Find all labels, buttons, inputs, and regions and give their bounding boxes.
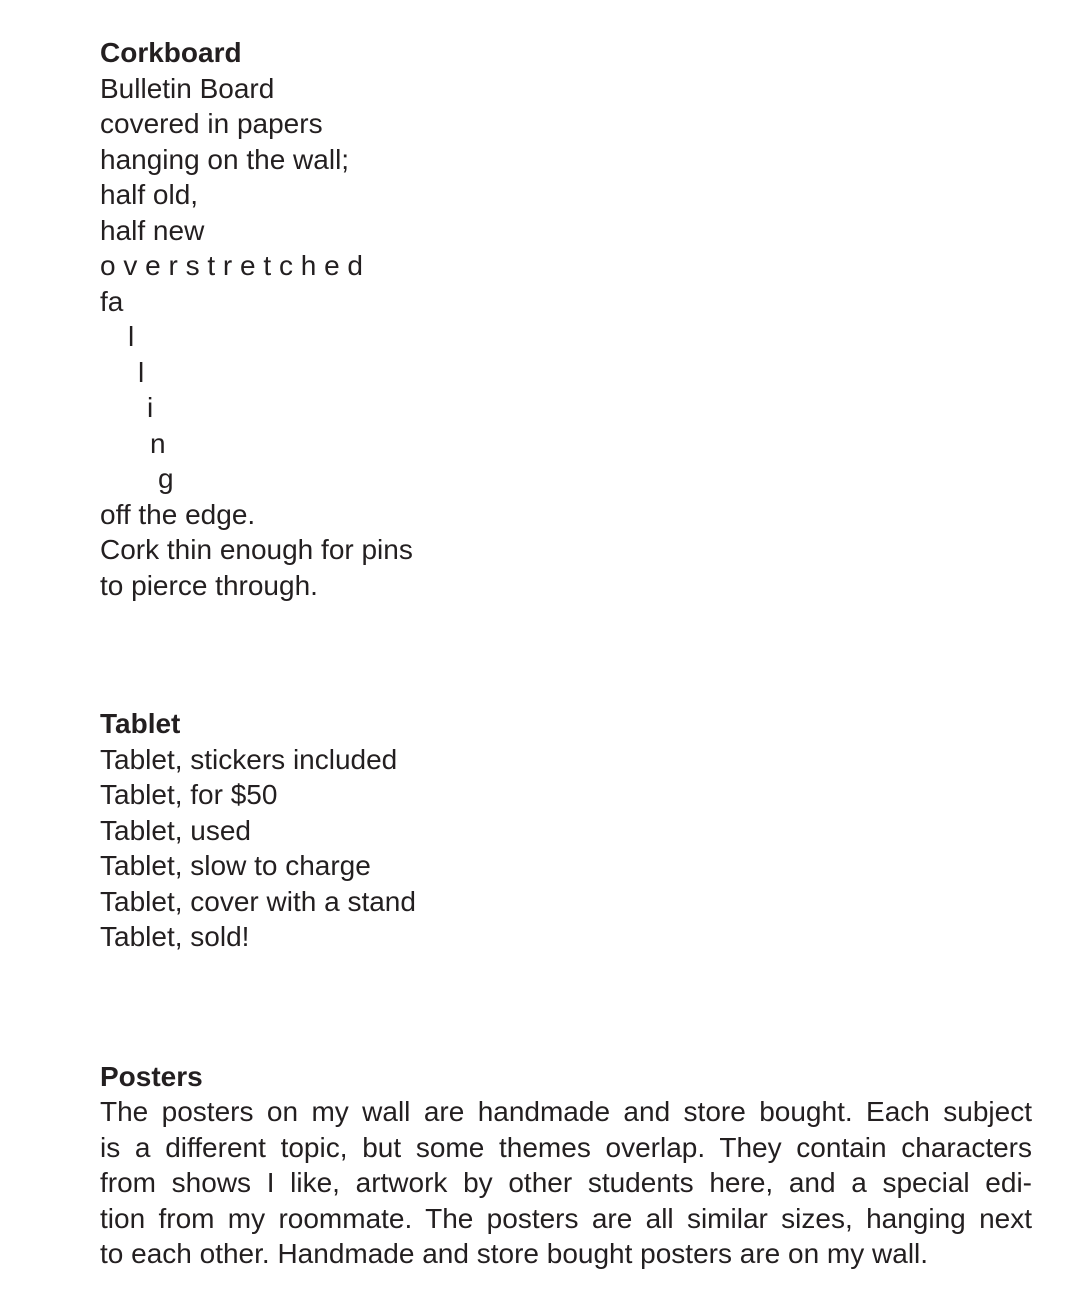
- poem-line: covered in papers: [100, 108, 323, 139]
- poem-line: Tablet, for $50: [100, 779, 278, 810]
- paragraph-line: is a different topic, but some themes overlap. They contain characters: [100, 1131, 1032, 1163]
- poem-line: Tablet, used: [100, 814, 251, 846]
- paragraph-line: tion from my roommate. The posters are all similar sizes, hanging next: [100, 1202, 1032, 1234]
- falling-letter: n: [150, 427, 166, 459]
- poem-line: off the edge.: [100, 498, 256, 530]
- tablet-section: [100, 706, 1090, 955]
- posters-paragraph: [100, 1094, 1032, 1272]
- paragraph-line: The posters on my wall are handmade and store bought. Each subject: [100, 1096, 1032, 1127]
- falling-letter: i: [147, 392, 154, 423]
- poem-line: Cork thin enough for pins: [100, 534, 413, 565]
- poem-line-fa: fa: [100, 285, 124, 317]
- poem-line: to pierce through.: [100, 569, 318, 601]
- paragraph-line: from shows I like, artwork by other students here, and a special edi-: [100, 1167, 1032, 1198]
- corkboard-section: [100, 35, 1090, 603]
- poem-line: Tablet, cover with a stand: [100, 885, 416, 917]
- poem-line-overstretched: o v e r s t r e t c h e d: [100, 250, 363, 281]
- corkboard-heading: Corkboard: [100, 37, 242, 68]
- poem-line: Tablet, stickers included: [100, 743, 398, 775]
- paragraph-line: to each other. Handmade and store bought posters are on my wall.: [100, 1238, 929, 1269]
- poem-line: half new: [100, 214, 205, 246]
- poem-line: Bulletin Board: [100, 72, 275, 104]
- poem-line: hanging on the wall;: [100, 143, 350, 175]
- falling-letter: l: [128, 321, 135, 352]
- tablet-heading: Tablet: [100, 708, 181, 739]
- poem-line: half old,: [100, 179, 199, 210]
- poem-line: Tablet, slow to charge: [100, 850, 371, 881]
- posters-heading: Posters: [100, 1060, 203, 1092]
- poem-line: Tablet, sold!: [100, 921, 250, 952]
- falling-letter: g: [158, 463, 174, 494]
- posters-section: [100, 1059, 1090, 1272]
- falling-letter: l: [138, 356, 145, 388]
